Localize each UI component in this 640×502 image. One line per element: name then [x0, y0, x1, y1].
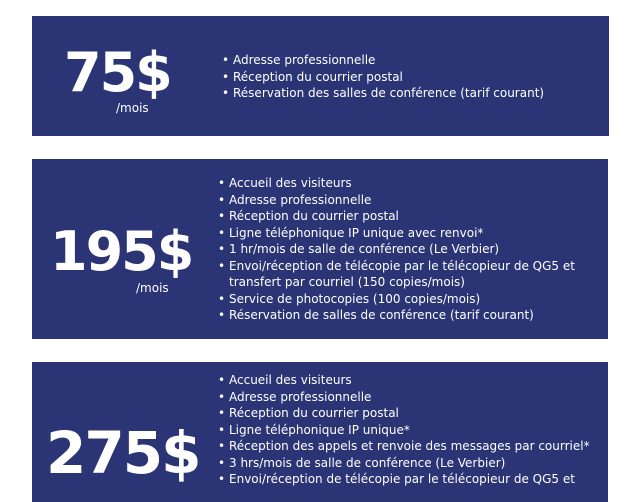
feature-list	[222, 52, 602, 102]
price-period: /mois	[116, 101, 149, 115]
price-period: /mois	[136, 281, 169, 295]
feature-item: • Envoi/réception de télécopie par le télécopieur de QG5 et transfert par courriel (150 copies/mois)	[218, 258, 602, 291]
feature-list	[218, 372, 608, 488]
price-amount: 195$	[50, 220, 193, 283]
price-amount: 75$	[64, 41, 171, 104]
feature-item: • Réception du courrier postal	[222, 69, 602, 86]
price-block	[64, 41, 171, 115]
feature-item: • 1 hr/mois de salle de conférence (Le Verbier)	[218, 241, 602, 258]
feature-list	[218, 175, 602, 324]
pricing-card-275	[32, 362, 608, 502]
feature-item: • Ligne téléphonique IP unique avec renvoi*	[218, 225, 602, 242]
feature-item: • Réception du courrier postal	[218, 405, 608, 422]
price-amount: 275$	[46, 419, 200, 487]
feature-item: • Envoi/réception de télécopie par le télécopieur de QG5 et	[218, 471, 608, 488]
feature-item: • Adresse professionnelle	[218, 192, 602, 209]
feature-item: • Réservation de salles de conférence (tarif courant)	[218, 307, 602, 324]
feature-item: • Réception des appels et renvoie des messages par courriel*	[218, 438, 608, 455]
feature-item: • Réception du courrier postal	[218, 208, 602, 225]
feature-item: • Accueil des visiteurs	[218, 372, 608, 389]
feature-item: • Réservation des salles de conférence (tarif courant)	[222, 85, 602, 102]
feature-item: • Ligne téléphonique IP unique*	[218, 422, 608, 439]
feature-item: • Service de photocopies (100 copies/mois)	[218, 291, 602, 308]
feature-item: • Adresse professionnelle	[222, 52, 602, 69]
feature-item: • 3 hrs/mois de salle de conférence (Le Verbier)	[218, 455, 608, 472]
price-block	[46, 419, 200, 487]
price-block	[50, 220, 193, 295]
pricing-card-195	[32, 159, 608, 339]
pricing-card-75	[32, 16, 609, 136]
feature-item: • Accueil des visiteurs	[218, 175, 602, 192]
feature-item: • Adresse professionnelle	[218, 389, 608, 406]
